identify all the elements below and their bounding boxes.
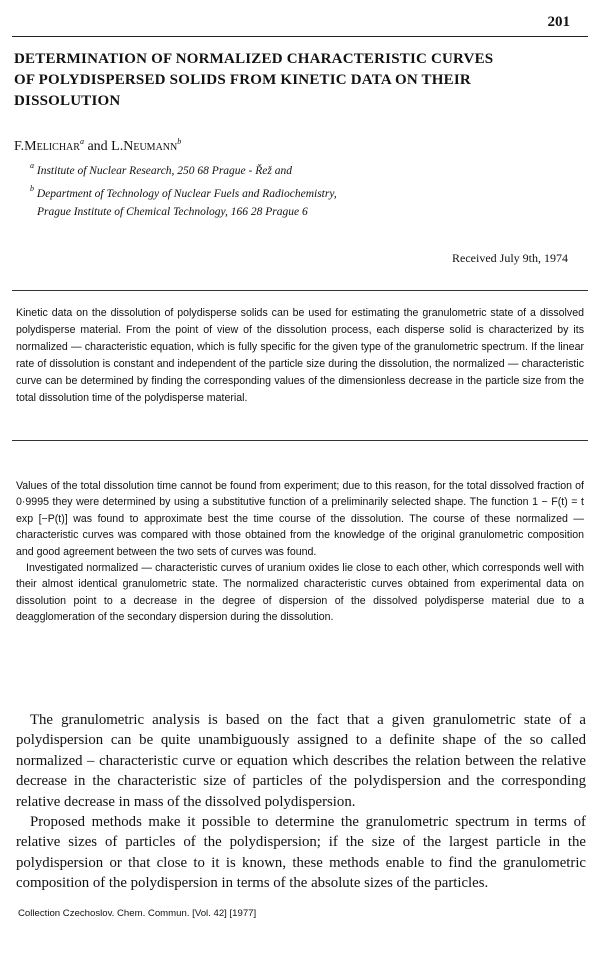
- summary-paragraph: Investigated normalized — characteristic curves of uranium oxides lie close to each other, which corresponds well with their almost identical granulometric state. The normalized characteristic curves obtained from experimental data on dissolution point to a decrease in the degree of dispersion of the dissolved polydisperse material due to a deagglomeration of the secondary dispersion during the dissolution.: [16, 562, 584, 624]
- summary: [16, 478, 584, 626]
- author-surname: Melichar: [24, 139, 80, 154]
- author-initial: L.: [111, 139, 124, 154]
- title-line: DETERMINATION OF NORMALIZED CHARACTERISTIC CURVES: [14, 51, 494, 67]
- journal-footer: Collection Czechoslov. Chem. Commun. [Vol. 42] [1977]: [18, 908, 257, 919]
- body-text: [16, 710, 586, 894]
- affiliation-a: [30, 157, 337, 180]
- affiliation-mark: a: [30, 161, 34, 170]
- author-affiliation-mark: a: [79, 137, 84, 146]
- author-surname: Neumann: [123, 139, 178, 154]
- body-paragraph: The granulometric analysis is based on the fact that a given granulometric state of a polydispersion can be quite unambiguously assigned to a definite shape of the so called normalized – characteristic curve or equation which describes the relation between the relative decrease in the characteristic size of particles of the polydispersion and the corresponding relative decrease in mass of the dissolved polydispersion.: [16, 712, 586, 810]
- author-conjunction: and: [83, 139, 112, 154]
- author-list: [14, 133, 181, 156]
- abstract-top-rule: [12, 290, 588, 291]
- abstract-bottom-rule: [12, 440, 588, 441]
- affiliation-text: Institute of Nuclear Research, 250 68 Prague - Řež and: [36, 165, 292, 177]
- affiliation-b-continued: Prague Institute of Chemical Technology, 166 28 Prague 6: [37, 206, 308, 218]
- received-date: Received July 9th, 1974: [452, 251, 568, 265]
- article-title: [14, 49, 574, 112]
- affiliations: [30, 157, 337, 221]
- affiliation-text: Department of Technology of Nuclear Fuels and Radiochemistry,: [36, 188, 337, 200]
- body-paragraph: Proposed methods make it possible to determine the granulometric spectrum in terms of relative sizes of particles of the polydispersion; if the size of the largest particle in the polydispersion or that close to it is known, these methods enable to find the granulometric composition of the polydispersion in terms of the absolute sizes of the particles.: [16, 814, 586, 892]
- summary-paragraph: Values of the total dissolution time cannot be found from experiment; due to this reason, for the total dissolved fraction of 0·9995 they were determined by using a substitutive function of a preliminarily selected shape. The function 1 − F(t) = t exp [−P(t)] was found to approximate best the time course of the dissolution. The course of these normalized — characteristic curves was compared with those obtained from the knowledge of the original granulometric composition and good agreement between the two sets of curves was found.: [16, 480, 584, 558]
- affiliation-b: [30, 180, 337, 203]
- header-rule: [12, 36, 588, 37]
- title-line: DISSOLUTION: [14, 93, 121, 109]
- author-initial: F.: [14, 139, 25, 154]
- title-line: OF POLYDISPERSED SOLIDS FROM KINETIC DATA ON THEIR: [14, 72, 471, 88]
- page-number: 201: [547, 14, 570, 30]
- affiliation-mark: b: [30, 184, 34, 193]
- author-affiliation-mark: b: [177, 137, 182, 146]
- abstract: Kinetic data on the dissolution of polydisperse solids can be used for estimating the granulometric state of a dissolved polydisperse material. From the point of view of the dissolution process, each disperse solid is characterized by its normalized — characteristic equation, which is fully specific for the given type of the granulometric spectrum. If the linear rate of dissolution is constant and independent of the particle size during the dissolution, the normalized — characteristic curve can be determined by finding the corresponding values of the dimensionless decrease in the particle size from the total dissolution time of the polydisperse material.: [16, 307, 584, 404]
